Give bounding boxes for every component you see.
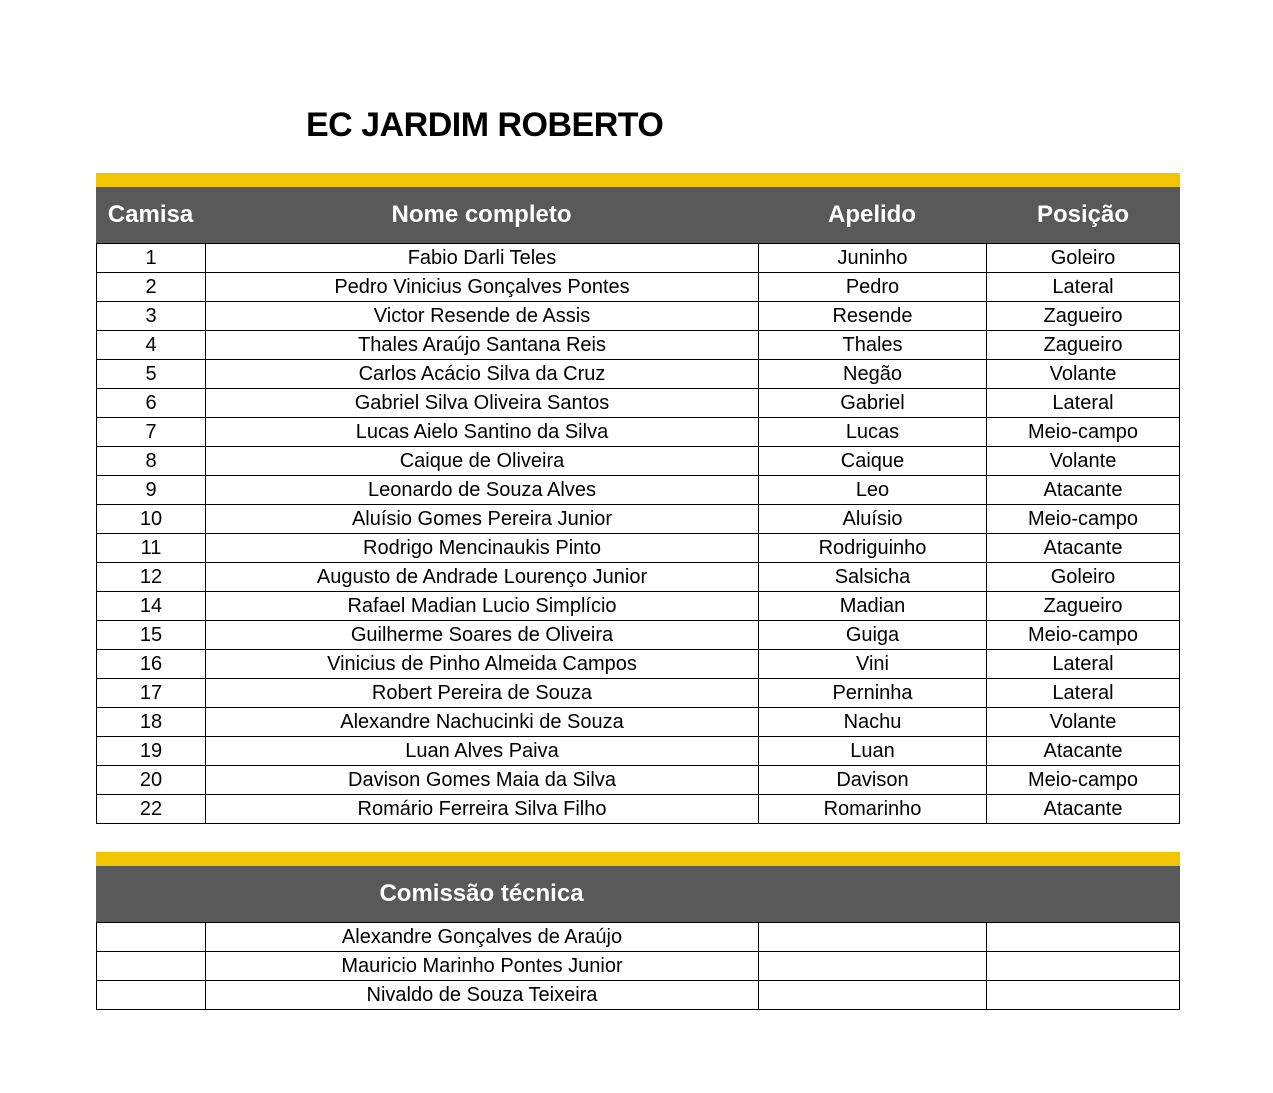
table-row — [97, 360, 1179, 389]
cell-empty — [759, 952, 987, 980]
cell-camisa: 22 — [97, 795, 206, 823]
cell-camisa: 19 — [97, 737, 206, 765]
cell-camisa: 6 — [97, 389, 206, 417]
cell-apelido: Guiga — [759, 621, 987, 649]
table-row — [97, 331, 1179, 360]
staff-table — [96, 852, 1180, 1010]
cell-camisa: 4 — [97, 331, 206, 359]
cell-nome-completo: Alexandre Nachucinki de Souza — [206, 708, 759, 736]
cell-posicao: Goleiro — [1050, 566, 1116, 588]
table-row — [97, 679, 1179, 708]
cell-apelido: Madian — [759, 592, 987, 620]
cell-posicao: Volante — [1049, 711, 1117, 733]
table-row — [97, 766, 1179, 795]
table-row — [97, 302, 1179, 331]
cell-apelido: Negão — [759, 360, 987, 388]
cell-apelido: Pedro — [759, 273, 987, 301]
cell-posicao: Lateral — [1052, 653, 1114, 675]
cell-camisa: 10 — [97, 505, 206, 533]
page-title: EC JARDIM ROBERTO — [306, 106, 664, 144]
table-row — [97, 592, 1179, 621]
table-row — [97, 243, 1179, 273]
cell-camisa: 18 — [97, 708, 206, 736]
cell-posicao: Atacante — [1043, 537, 1123, 559]
cell-nome-completo: Caique de Oliveira — [206, 447, 759, 475]
cell-camisa: 11 — [97, 534, 206, 562]
cell-camisa: 1 — [97, 244, 206, 272]
table-row — [97, 922, 1179, 952]
cell-apelido: Juninho — [759, 244, 987, 272]
header-nome-completo: Nome completo — [391, 201, 572, 228]
cell-nome-completo: Romário Ferreira Silva Filho — [206, 795, 759, 823]
table-header — [96, 187, 1180, 243]
cell-apelido: Thales — [759, 331, 987, 359]
cell-nome-completo: Robert Pereira de Souza — [206, 679, 759, 707]
cell-empty — [759, 981, 987, 1009]
cell-empty — [759, 923, 987, 951]
cell-apelido: Leo — [759, 476, 987, 504]
table-row — [97, 273, 1179, 302]
cell-camisa: 16 — [97, 650, 206, 678]
cell-nome-completo: Thales Araújo Santana Reis — [206, 331, 759, 359]
cell-nome-completo: Lucas Aielo Santino da Silva — [206, 418, 759, 446]
cell-apelido: Lucas — [759, 418, 987, 446]
cell-nome-completo: Luan Alves Paiva — [206, 737, 759, 765]
cell-posicao: Zagueiro — [1043, 334, 1123, 356]
cell-empty — [987, 981, 1179, 1009]
cell-camisa: 12 — [97, 563, 206, 591]
cell-nome-completo: Rodrigo Mencinaukis Pinto — [206, 534, 759, 562]
cell-posicao: Meio-campo — [1027, 508, 1139, 530]
cell-posicao: Lateral — [1052, 682, 1114, 704]
cell-camisa: 3 — [97, 302, 206, 330]
cell-camisa: 2 — [97, 273, 206, 301]
cell-nome-completo: Davison Gomes Maia da Silva — [206, 766, 759, 794]
table-header — [96, 866, 1180, 922]
cell-apelido: Salsicha — [759, 563, 987, 591]
cell-nome-completo: Gabriel Silva Oliveira Santos — [206, 389, 759, 417]
cell-camisa: 17 — [97, 679, 206, 707]
cell-staff-nome: Mauricio Marinho Pontes Junior — [206, 952, 759, 980]
cell-nome-completo: Fabio Darli Teles — [206, 244, 759, 272]
cell-apelido: Nachu — [759, 708, 987, 736]
cell-apelido: Caique — [759, 447, 987, 475]
cell-apelido: Gabriel — [759, 389, 987, 417]
accent-bar — [96, 173, 1180, 187]
table-row — [97, 952, 1179, 981]
cell-apelido: Luan — [759, 737, 987, 765]
cell-empty — [97, 981, 206, 1009]
cell-empty — [987, 923, 1179, 951]
cell-posicao: Meio-campo — [1027, 624, 1139, 646]
table-row — [97, 563, 1179, 592]
cell-posicao: Volante — [1049, 363, 1117, 385]
table-row — [97, 505, 1179, 534]
cell-camisa: 5 — [97, 360, 206, 388]
cell-nome-completo: Aluísio Gomes Pereira Junior — [206, 505, 759, 533]
cell-camisa: 7 — [97, 418, 206, 446]
table-row — [97, 737, 1179, 766]
cell-apelido: Perninha — [759, 679, 987, 707]
cell-posicao: Zagueiro — [1043, 305, 1123, 327]
cell-empty — [97, 952, 206, 980]
players-table-body — [96, 243, 1180, 824]
cell-nome-completo: Augusto de Andrade Lourenço Junior — [206, 563, 759, 591]
cell-posicao: Atacante — [1043, 740, 1123, 762]
cell-camisa: 14 — [97, 592, 206, 620]
cell-apelido: Davison — [759, 766, 987, 794]
cell-camisa: 8 — [97, 447, 206, 475]
cell-staff-nome: Alexandre Gonçalves de Araújo — [206, 923, 759, 951]
accent-bar — [96, 852, 1180, 866]
cell-nome-completo: Victor Resende de Assis — [206, 302, 759, 330]
cell-apelido: Romarinho — [759, 795, 987, 823]
cell-posicao: Lateral — [1052, 276, 1114, 298]
header-apelido: Apelido — [828, 201, 916, 228]
cell-posicao: Meio-campo — [1027, 769, 1139, 791]
header-comissao-tecnica: Comissão técnica — [379, 880, 584, 907]
table-row — [97, 795, 1179, 824]
cell-apelido: Rodriguinho — [759, 534, 987, 562]
players-table — [96, 173, 1180, 824]
cell-posicao: Volante — [1049, 450, 1117, 472]
header-posicao: Posição — [1036, 201, 1130, 228]
cell-camisa: 20 — [97, 766, 206, 794]
header-camisa: Camisa — [107, 201, 194, 228]
cell-posicao: Atacante — [1043, 798, 1123, 820]
table-row — [97, 650, 1179, 679]
cell-posicao: Meio-campo — [1027, 421, 1139, 443]
cell-apelido: Vini — [759, 650, 987, 678]
cell-empty — [97, 923, 206, 951]
cell-posicao: Lateral — [1052, 392, 1114, 414]
cell-apelido: Resende — [759, 302, 987, 330]
table-row — [97, 476, 1179, 505]
cell-nome-completo: Guilherme Soares de Oliveira — [206, 621, 759, 649]
cell-camisa: 9 — [97, 476, 206, 504]
table-row — [97, 981, 1179, 1010]
cell-nome-completo: Rafael Madian Lucio Simplício — [206, 592, 759, 620]
cell-posicao: Zagueiro — [1043, 595, 1123, 617]
table-row — [97, 418, 1179, 447]
cell-posicao: Goleiro — [1050, 247, 1116, 269]
staff-table-body — [96, 922, 1180, 1010]
cell-nome-completo: Pedro Vinicius Gonçalves Pontes — [206, 273, 759, 301]
cell-nome-completo: Carlos Acácio Silva da Cruz — [206, 360, 759, 388]
cell-staff-nome: Nivaldo de Souza Teixeira — [206, 981, 759, 1009]
cell-empty — [987, 952, 1179, 980]
table-row — [97, 534, 1179, 563]
table-row — [97, 621, 1179, 650]
cell-nome-completo: Leonardo de Souza Alves — [206, 476, 759, 504]
table-row — [97, 708, 1179, 737]
cell-nome-completo: Vinicius de Pinho Almeida Campos — [206, 650, 759, 678]
cell-posicao: Atacante — [1043, 479, 1123, 501]
cell-camisa: 15 — [97, 621, 206, 649]
cell-apelido: Aluísio — [759, 505, 987, 533]
table-row — [97, 447, 1179, 476]
table-row — [97, 389, 1179, 418]
